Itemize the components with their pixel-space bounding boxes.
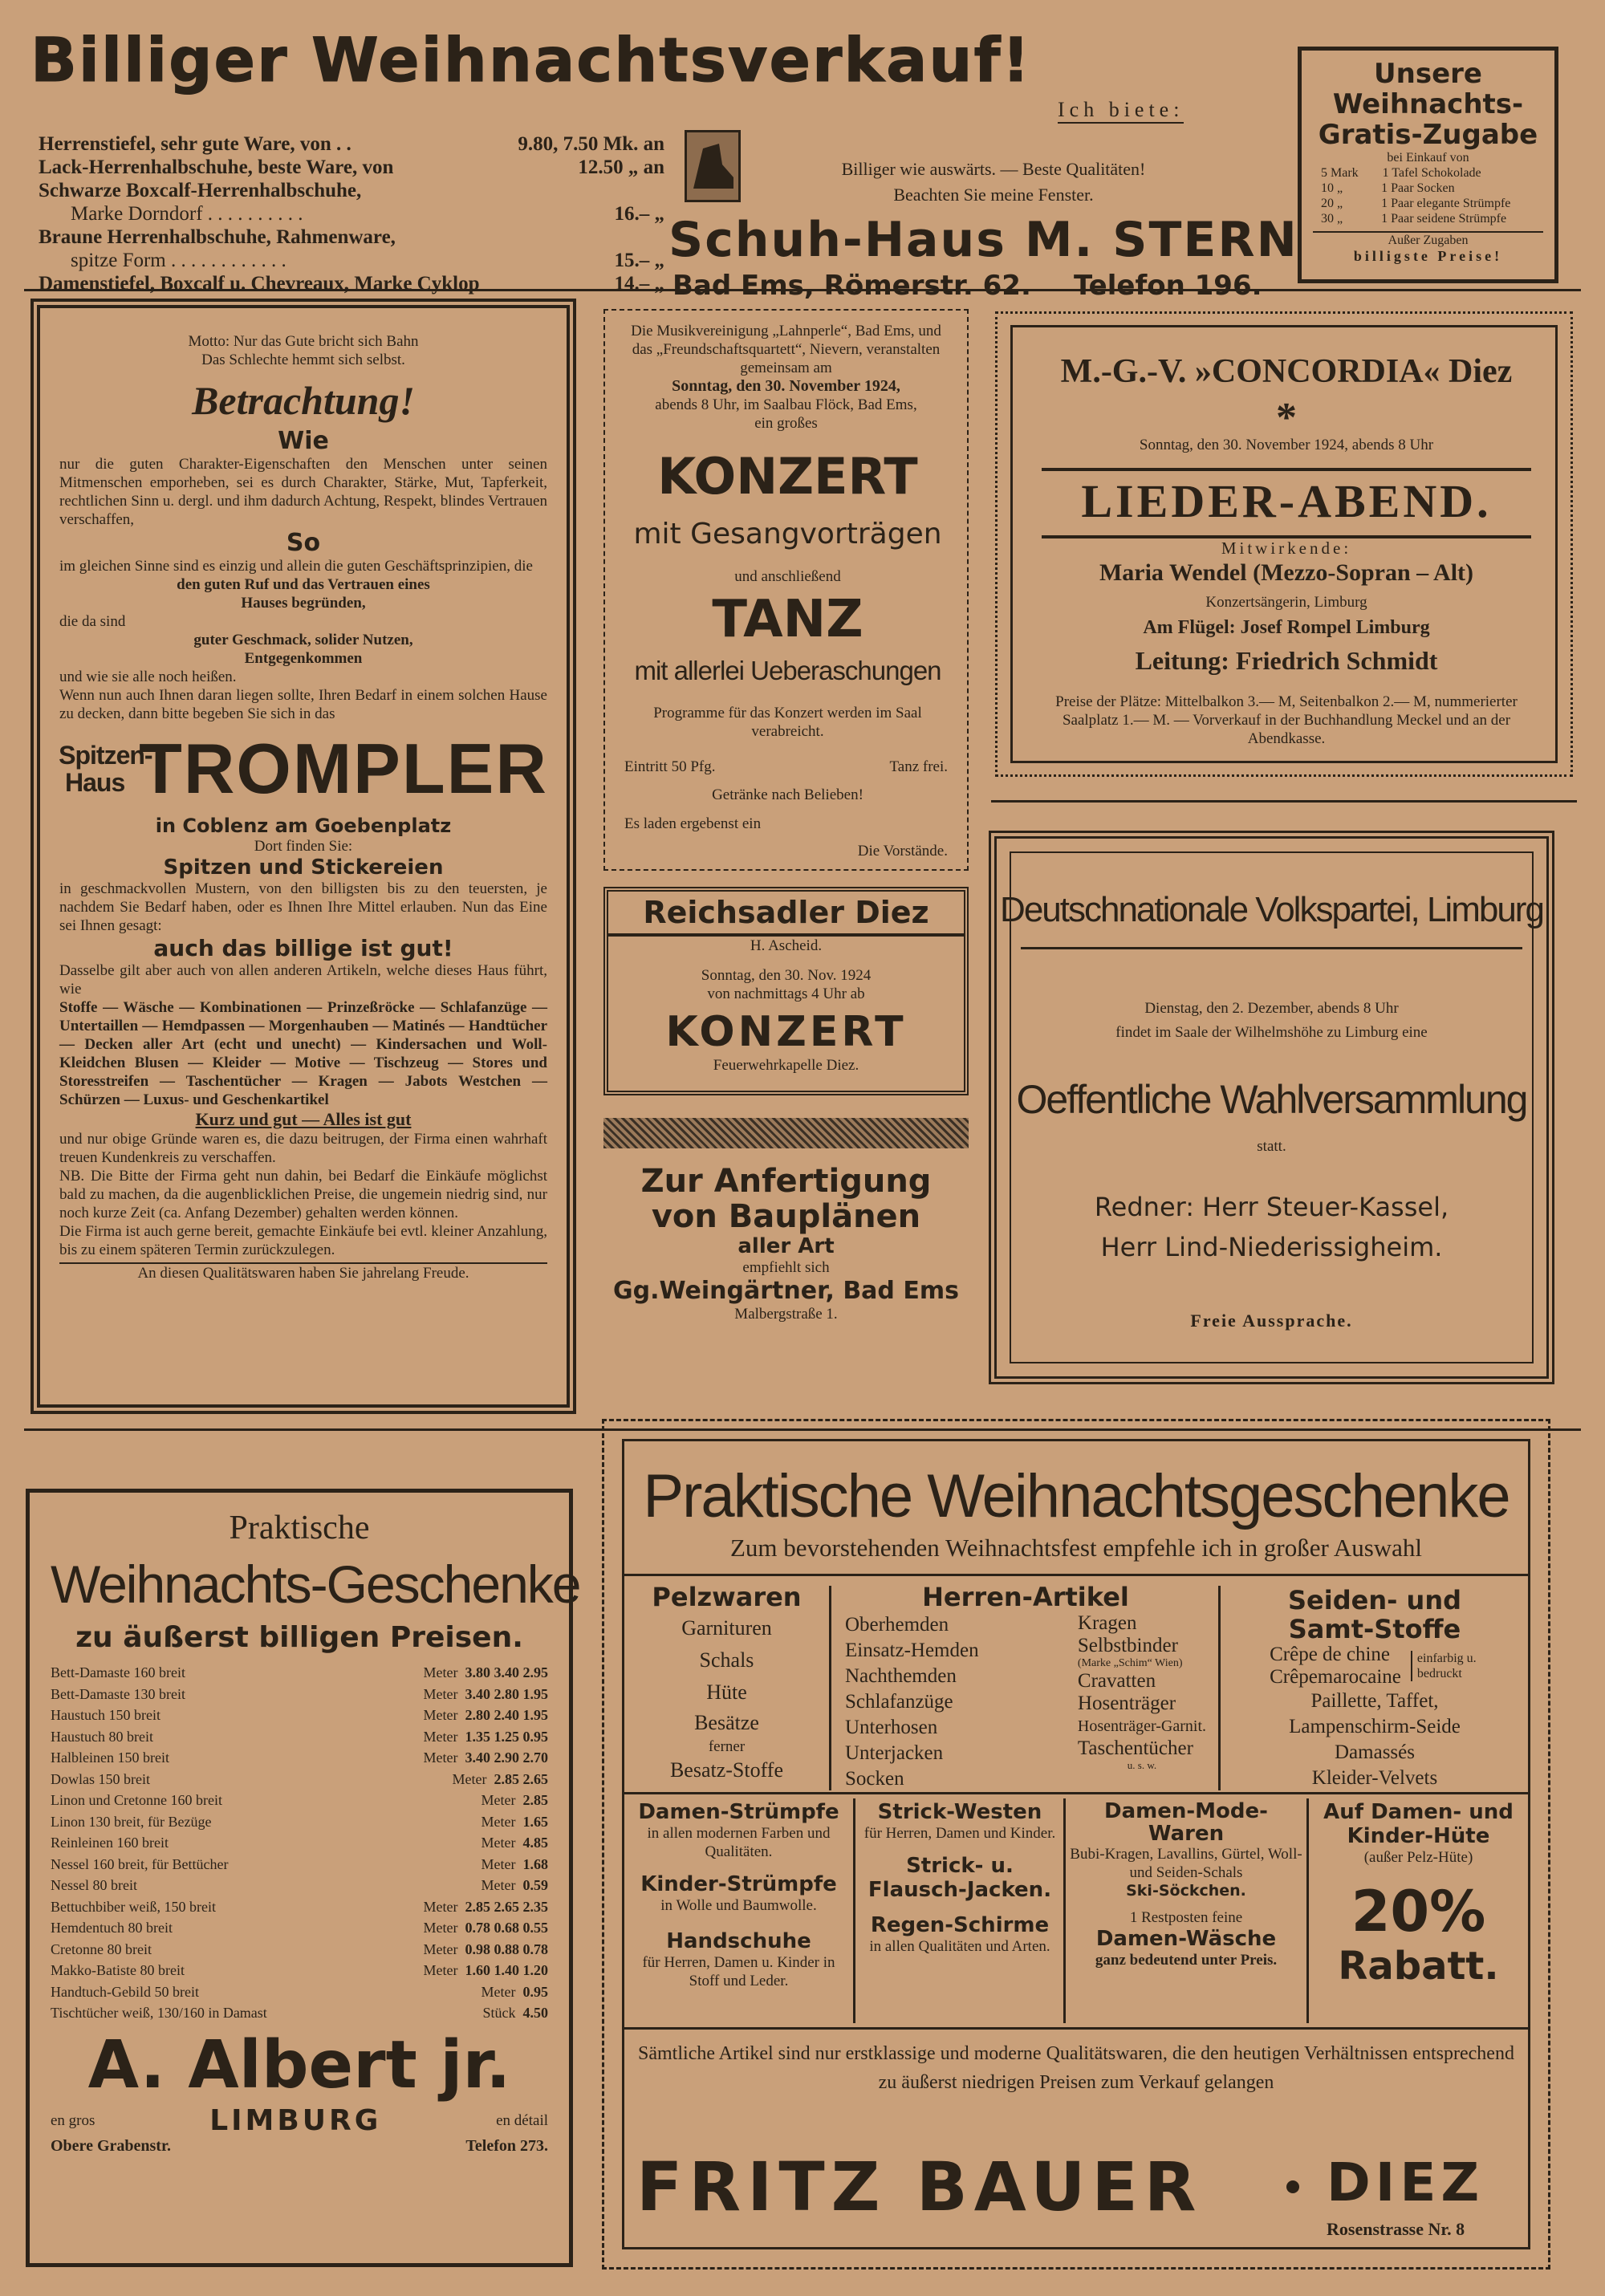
concordia-title: M.-G.-V. »CONCORDIA« Diez <box>1060 353 1513 390</box>
col-divider <box>1218 1586 1221 1790</box>
albert-city: LIMBURG <box>209 2103 382 2137</box>
rabatt-pct: 20% <box>1351 1879 1486 1944</box>
trompler-location: in Coblenz am Goebenplatz <box>155 815 452 837</box>
pelz-item: Schals <box>699 1648 754 1672</box>
herren-item: Schlafanzüge <box>845 1691 953 1713</box>
shoe-row: Herrenstiefel, sehr gute Ware, von . . 9.80, 7.50 Mk. an <box>39 133 664 155</box>
dnvp-title: Deutschnationale Volkspartei, Limburg <box>1000 890 1543 929</box>
pelz-title: Pelzwaren <box>652 1582 802 1612</box>
pelz-item: Besätze <box>694 1711 759 1734</box>
pelz-item: ferner <box>708 1738 746 1755</box>
ueberaschungen: mit allerlei Ueberaschungen <box>634 656 941 685</box>
paragraph: in geschmackvollen Mustern, von den billigsten bis zu den teuersten, je nachdem Sie Bedarf haben, oder es Ihnen Ihre Mittel erlauben. Nun das Eine sei Ihnen gesagt: <box>59 880 547 934</box>
trompler-name-row <box>59 728 547 810</box>
concordia-ad <box>995 311 1573 777</box>
konzert-und: und anschließend <box>734 568 841 585</box>
reichsadler-date: Sonntag, den 30. Nov. 1924 <box>701 967 872 984</box>
wie-heading: Wie <box>278 427 329 455</box>
redner-2: Herr Lind-Niederissigheim. <box>1100 1232 1443 1262</box>
bauplaene-ad <box>603 1164 969 1352</box>
programme: Programme für das Konzert werden im Saal verabreicht. <box>653 705 922 740</box>
bauer-city: DIEZ <box>1327 2152 1485 2213</box>
gift-rows <box>1313 165 1543 226</box>
gift-row: 5 Mark 1 Tafel Schokolade <box>1321 166 1481 180</box>
herren-item: Unterhosen <box>845 1717 938 1738</box>
shoe-row: Lack-Herrenhalbschuhe, beste Ware, von 12.50 „ an <box>39 156 664 178</box>
price-row: Nessel 160 breit, für Bettücher Meter 1.68 <box>51 1855 548 1872</box>
gift-sub: bei Einkauf von <box>1387 151 1469 165</box>
bauer-dot <box>1286 2180 1299 2193</box>
seide-item: Crêpe de chine Crêpemarocaine <box>1270 1644 1401 1688</box>
col-text: für Herren, Damen u. Kinder in Stoff und Leder. <box>642 1954 835 1989</box>
herren-item: Socken <box>845 1768 904 1790</box>
price-row: Tischtücher weiß, 130/160 in Damast Stück 4.50 <box>51 2005 548 2021</box>
mitwirkende: Mitwirkende: <box>1221 538 1352 558</box>
stern-address: Bad Ems, Römerstr. 62. <box>672 270 1031 302</box>
price-row: Haustuch 150 breit Meter 2.80 2.40 1.95 <box>51 1707 548 1723</box>
gift-row: 30 „ 1 Paar seidene Strümpfe <box>1321 212 1507 226</box>
albert-sub: zu äußerst billigen Preisen. <box>75 1621 523 1654</box>
konzert-intro: Die Musikvereinigung „Lahnperle“, Bad Ems, und das „Freundschaftsquartett“, Nievern, veranstalten gemeinsam am <box>631 323 941 376</box>
reichsadler-title: Reichsadler Diez <box>608 892 964 937</box>
bauplaene-line-3: aller Art <box>737 1234 835 1258</box>
herren-col <box>837 1582 1214 1790</box>
pelz-item: Hüte <box>706 1680 747 1704</box>
paragraph: guter Geschmack, solider Nutzen, Entgegenkommen <box>193 632 413 667</box>
divider <box>991 800 1577 803</box>
mode-col <box>1070 1800 1302 1969</box>
bauer-name: FRITZ BAUER <box>636 2148 1203 2226</box>
price-row: Linon und Cretonne 160 breit Meter 2.85 <box>51 1792 548 1808</box>
seide-item: Lampenschirm-Seide <box>1289 1716 1461 1737</box>
shoe-icon <box>685 130 741 202</box>
paragraph: Die Firma ist auch gerne bereit, gemachte Einkäufe bei evtl. kleiner Anzahlung, bis zu einem späteren Termin zurückzulegen. <box>59 1223 547 1258</box>
bauer-rule <box>624 2027 1529 2030</box>
billig: auch das billige ist gut! <box>153 935 453 961</box>
spitzen: Spitzen und Stickereien <box>163 855 444 880</box>
motto-1: Motto: Nur das Gute bricht sich Bahn <box>188 333 419 350</box>
trompler-name: TROMPLER <box>139 729 548 808</box>
col-title: Strick-Westen <box>877 1800 1042 1824</box>
col-text: 1 Restposten feine <box>1129 1909 1243 1926</box>
col-text: ganz bedeutend unter Preis. <box>1095 1952 1278 1969</box>
getraenke: Getränke nach Belieben! <box>712 786 863 803</box>
herren-title: Herren-Artikel <box>922 1582 1129 1612</box>
herren-item: Hosenträger-Garnit. <box>1077 1717 1206 1735</box>
laden: Es laden ergebenst ein <box>624 815 762 832</box>
leitung: Leitung: Friedrich Schmidt <box>1135 646 1438 675</box>
trompler-footer: An diesen Qualitätswaren haben Sie jahrelang Freude. <box>59 1262 547 1282</box>
price-row: Hemdentuch 80 breit Meter 0.78 0.68 0.55 <box>51 1920 548 1936</box>
seiden-col <box>1226 1586 1523 1790</box>
stiefel-ad <box>30 24 1298 302</box>
concordia-date: Sonntag, den 30. November 1924, abends 8 Uhr <box>1139 437 1434 453</box>
fluegel: Am Flügel: Josef Rompel Limburg <box>1143 617 1430 638</box>
paragraph: den guten Ruf und das Vertrauen eines Hauses begründen, <box>177 576 430 612</box>
price-row: Cretonne 80 breit Meter 0.98 0.88 0.78 <box>51 1940 548 1957</box>
bauer-street: Rosenstrasse Nr. 8 <box>1327 2219 1465 2239</box>
albert-title: Weihnachts-Geschenke <box>51 1554 580 1614</box>
shoe-row: Marke Dorndorf . . . . . . . . . . 16.– „ <box>71 203 664 225</box>
albert-ad <box>26 1489 580 2267</box>
herren-item: Einsatz-Hemden <box>845 1640 979 1661</box>
reichsadler-owner: H. Ascheid. <box>750 937 823 954</box>
concordia-prices: Preise der Plätze: Mittelbalkon 3.— M, Seitenbalkon 2.— M, nummerierter Saalplatz 1.— M. — Vorverkauf in der Buchhandlung Meckel und an der Abendkasse. <box>1055 693 1518 747</box>
stern-name: Schuh-Haus M. STERN <box>668 212 1298 268</box>
herren-item: Kragen <box>1077 1612 1137 1634</box>
spitzen-haus: Spitzen-Haus <box>59 741 152 797</box>
seide-item: Kleider-Velvets <box>1311 1767 1438 1789</box>
dort: Dort finden Sie: <box>254 838 353 855</box>
paragraph: NB. Die Bitte der Firma geht nun dahin, bei Bedarf die Einkäufe möglichst bald zu machen, da die augenblicklichen Preise, die ungemein niedrig sind, nur noch kurze Zeit (ca. Anfang Dezember) gehalten werden können. <box>59 1168 547 1221</box>
reichsadler-band: Feuerwehrkapelle Diez. <box>713 1057 859 1074</box>
tanz-frei: Tanz frei. <box>889 758 948 775</box>
col-text: in allen modernen Farben und Qualitäten. <box>647 1825 831 1860</box>
motto-2: Das Schlechte hemmt sich selbst. <box>201 352 405 368</box>
reichsadler-ad <box>603 887 969 1095</box>
bauer-title: Praktische Weihnachtsgeschenke <box>643 1462 1510 1530</box>
col-text: (außer Pelz-Hüte) <box>1363 1849 1473 1866</box>
ich-biete: Ich biete: <box>1058 98 1184 124</box>
col-title: Damen-Mode-Waren <box>1104 1799 1268 1846</box>
rabatt-label: Rabatt. <box>1338 1944 1499 1989</box>
ornament-band <box>603 1118 969 1148</box>
col-text: Ski-Söckchen. <box>1126 1882 1246 1900</box>
bauplaene-line-1: Zur Anfertigung <box>640 1163 932 1200</box>
price-row: Haustuch 80 breit Meter 1.35 1.25 0.95 <box>51 1728 548 1745</box>
herren-item: Selbstbinder <box>1077 1635 1178 1656</box>
weingaertner: Gg.Weingärtner, Bad Ems <box>613 1277 959 1305</box>
paragraph: im gleichen Sinne sind es einzig und allein die guten Geschäftsprinzipien, die <box>59 558 533 575</box>
herren-lists <box>837 1612 1214 1792</box>
westen-col <box>859 1800 1060 1956</box>
en-detail: en détail <box>496 2111 548 2129</box>
col-divider <box>853 1798 855 2023</box>
bauplaene-street: Malbergstraße 1. <box>734 1306 838 1323</box>
strumpf-col <box>628 1800 849 1990</box>
price-row: Bett-Damaste 160 breit Meter 3.80 3.40 2.95 <box>51 1664 548 1680</box>
paragraph: und wie sie alle noch heißen. <box>59 668 237 685</box>
stern-phone: Telefon 196. <box>1074 270 1262 302</box>
pelz-item: Besatz-Stoffe <box>669 1758 784 1782</box>
col-text: in allen Qualitäten und Arten. <box>869 1938 1050 1955</box>
col-title: Handschuhe <box>666 1929 811 1953</box>
reichsadler-time: von nachmittags 4 Uhr ab <box>707 985 865 1002</box>
singer: Maria Wendel (Mezzo-Sopran – Alt) <box>1099 559 1474 586</box>
albert-contact-row <box>51 2137 548 2156</box>
albert-street: Obere Grabenstr. <box>51 2136 171 2155</box>
paragraph: Wenn nun auch Ihnen daran liegen sollte, Ihren Bedarf in einem solchen Hause zu decken, dann bitte begeben Sie sich in das <box>59 687 547 722</box>
herren-item: Taschentücher <box>1077 1737 1193 1759</box>
gift-box <box>1298 47 1558 283</box>
bauer-rule <box>624 1574 1529 1576</box>
price-row: Bettuchbiber weiß, 150 breit Meter 2.85 2.65 2.35 <box>51 1898 548 1915</box>
stern-line-2: Beachten Sie meine Fenster. <box>893 185 1094 205</box>
price-row: Halbleinen 150 breit Meter 3.40 2.90 2.70 <box>51 1749 548 1766</box>
col-text: für Herren, Damen und Kinder. <box>863 1825 1056 1842</box>
dnvp-event: Oeffentliche Wahlversammlung <box>1016 1077 1527 1122</box>
reichsadler-konzert: KONZERT <box>665 1008 907 1056</box>
col-title: Damen-Wäsche <box>1095 1927 1277 1951</box>
col-title: Kinder-Strümpfe <box>640 1872 837 1896</box>
herren-item: Unterjacken <box>845 1742 944 1764</box>
herren-item: u. s. w. <box>1127 1759 1157 1771</box>
shoe-row: Schwarze Boxcalf-Herrenhalbschuhe, <box>39 180 362 201</box>
eintritt: Eintritt 50 Pfg. <box>624 758 716 775</box>
price-row: Makko-Batiste 80 breit Meter 1.60 1.40 1.20 <box>51 1962 548 1978</box>
albert-praktische: Praktische <box>229 1510 370 1546</box>
seide-note: einfarbig u. bedruckt <box>1411 1651 1480 1681</box>
konzert-sub: mit Gesangvorträgen <box>633 518 942 551</box>
albert-phone: Telefon 273. <box>465 2136 548 2155</box>
redner-1: Redner: Herr Steuer-Kassel, <box>1094 1192 1449 1222</box>
lieder-abend: LIEDER-ABEND. <box>1081 475 1492 527</box>
concordia-rule <box>1042 468 1531 471</box>
col-title: Regen-Schirme <box>870 1913 1050 1937</box>
dnvp-place: findet im Saale der Wilhelmshöhe zu Limburg eine <box>1115 1024 1428 1041</box>
konzert-time: abends 8 Uhr, im Saalbau Flöck, Bad Ems, <box>655 396 917 413</box>
shoe-row: Damenstiefel, Boxcalf u. Chevreaux, Marke Cyklop 14.– „ <box>39 273 664 295</box>
bauplaene-empf: empfiehlt sich <box>742 1259 830 1276</box>
vorstand: Die Vorstände. <box>857 843 948 859</box>
divider <box>24 289 1581 291</box>
seide-crepe-row <box>1226 1644 1523 1688</box>
col-text: Bubi-Kragen, Lavallins, Gürtel, Woll- und Seiden-Schals <box>1070 1846 1302 1881</box>
shoe-row: spitze Form . . . . . . . . . . . . 15.– „ <box>71 250 664 271</box>
col-text: in Wolle und Baumwolle. <box>660 1897 817 1914</box>
so-heading: So <box>286 529 321 557</box>
konzert-title: KONZERT <box>657 447 918 506</box>
bauer-rule <box>624 1792 1529 1794</box>
gift-footer-1: Außer Zugaben <box>1313 231 1543 248</box>
tanz: TANZ <box>712 590 863 649</box>
albert-price-list <box>51 1662 548 2024</box>
gift-row: 10 „ 1 Paar Socken <box>1321 181 1455 195</box>
price-row: Nessel 80 breit Meter 0.59 <box>51 1877 548 1893</box>
herren-left <box>845 1612 979 1792</box>
freie-aussprache: Freie Aussprache. <box>1190 1311 1353 1331</box>
paragraph: die da sind <box>59 613 126 630</box>
herren-item: Cravatten <box>1077 1670 1156 1692</box>
dnvp-statt: statt. <box>1257 1138 1286 1155</box>
albert-name: A. Albert jr. <box>87 2026 511 2103</box>
bauer-sub: Zum bevorstehenden Weihnachtsfest empfehle ich in großer Auswahl <box>729 1534 1423 1562</box>
huete-col <box>1312 1800 1525 1989</box>
seide-item: Damassés <box>1335 1741 1415 1763</box>
paragraph: nur die guten Charakter-Eigenschaften den Menschen unter seinen Mitmenschen emporheben, sei es durch Charakter, Stärke, Mut, Tapferkeit, rechtlichen Sinn u. dergl. und ihm dadurch Achtung, Respekt, blindes Vertrauen verschaffen, <box>59 456 547 528</box>
kurz: Kurz und gut — Alles ist gut <box>195 1109 412 1129</box>
seide-title: Seiden- und Samt-Stoffe <box>1288 1585 1461 1644</box>
col-title: Damen-Strümpfe <box>638 1800 839 1824</box>
col-divider <box>1063 1798 1066 2023</box>
price-row: Reinleinen 160 breit Meter 4.85 <box>51 1835 548 1851</box>
bauer-claim: Sämtliche Artikel sind nur erstklassige und moderne Qualitätswaren, die den heutigen Verhältnissen entsprechend zu äußerst niedrigen Preisen zum Verkauf gelangen <box>638 2043 1514 2093</box>
dnvp-date: Dienstag, den 2. Dezember, abends 8 Uhr <box>1144 1000 1399 1017</box>
singer-role: Konzertsängerin, Limburg <box>1205 594 1367 611</box>
col-title: Auf Damen- und Kinder-Hüte <box>1323 1800 1514 1848</box>
konzert-ein: ein großes <box>754 415 818 432</box>
shoe-row: Braune Herrenhalbschuhe, Rahmenware, <box>39 226 396 248</box>
dnvp-rule <box>1021 947 1522 949</box>
col-divider <box>1306 1798 1309 2023</box>
price-row: Handtuch-Gebild 50 breit Meter 0.95 <box>51 1983 548 2000</box>
gift-row: 20 „ 1 Paar elegante Strümpfe <box>1321 197 1511 210</box>
bauplaene-line-2: von Bauplänen <box>651 1198 921 1235</box>
gift-title: Unsere Weihnachts- Gratis-Zugabe <box>1318 58 1538 151</box>
en-gros: en gros <box>51 2111 95 2129</box>
price-row: Dowlas 150 breit Meter 2.85 2.65 <box>51 1770 548 1787</box>
dnvp-ad <box>989 831 1554 1384</box>
herren-right <box>1078 1612 1206 1792</box>
concordia-star: * <box>1276 395 1297 441</box>
stern-line-1: Billiger wie auswärts. — Beste Qualitäten! <box>841 159 1146 179</box>
albert-city-row <box>51 2104 548 2137</box>
herren-item: (Marke „Schim“ Wien) <box>1077 1657 1183 1669</box>
col-divider <box>829 1586 831 1790</box>
konzert-date: Sonntag, den 30. November 1924, <box>672 377 900 395</box>
pelz-item: Garnituren <box>681 1616 772 1640</box>
paragraph: Dasselbe gilt aber auch von allen anderen Artikeln, welche dieses Haus führt, wie <box>59 962 547 998</box>
seide-item: Paillette, Taffet, <box>1310 1690 1439 1712</box>
gift-footer-2: billigste Preise! <box>1353 248 1503 264</box>
col-title: Strick- u. Flausch-Jacken. <box>868 1854 1052 1902</box>
headline: Billiger Weihnachtsverkauf! <box>30 24 1032 95</box>
price-row: Linon 130 breit, für Bezüge Meter 1.65 <box>51 1813 548 1830</box>
shoe-list <box>39 132 664 295</box>
bauer-ad <box>602 1419 1550 2270</box>
konzert-ad <box>603 309 969 871</box>
herren-item: Oberhemden <box>845 1614 949 1636</box>
betrachtung-title: Betrachtung! <box>192 378 415 423</box>
price-row: Bett-Damaste 130 breit Meter 3.40 2.80 1.95 <box>51 1685 548 1702</box>
pelzwaren-col <box>628 1582 825 1790</box>
paragraph: und nur obige Gründe waren es, die dazu beitrugen, der Firma einen wahrhaft treuen Kundenkreis zu verschaffen. <box>59 1131 547 1166</box>
article-list: Stoffe — Wäsche — Kombinationen — Prinzeßröcke — Schlafanzüge — Untertaillen — Hemdpassen — Morgenhauben — Matinés — Handtücher — Decken aller Art (echt und unecht) — Kindersachen und Woll-Kleidchen Blusen — Kleider — Motive — Tischzeug — Stores und Storesstreifen — Taschentücher — Kragen — Jabots Westchen — Schürzen — Luxus- und Geschenkartikel <box>59 999 547 1108</box>
herren-item: Hosenträger <box>1077 1693 1176 1714</box>
trompler-ad <box>30 299 576 1414</box>
herren-item: Nachthemden <box>845 1665 957 1687</box>
